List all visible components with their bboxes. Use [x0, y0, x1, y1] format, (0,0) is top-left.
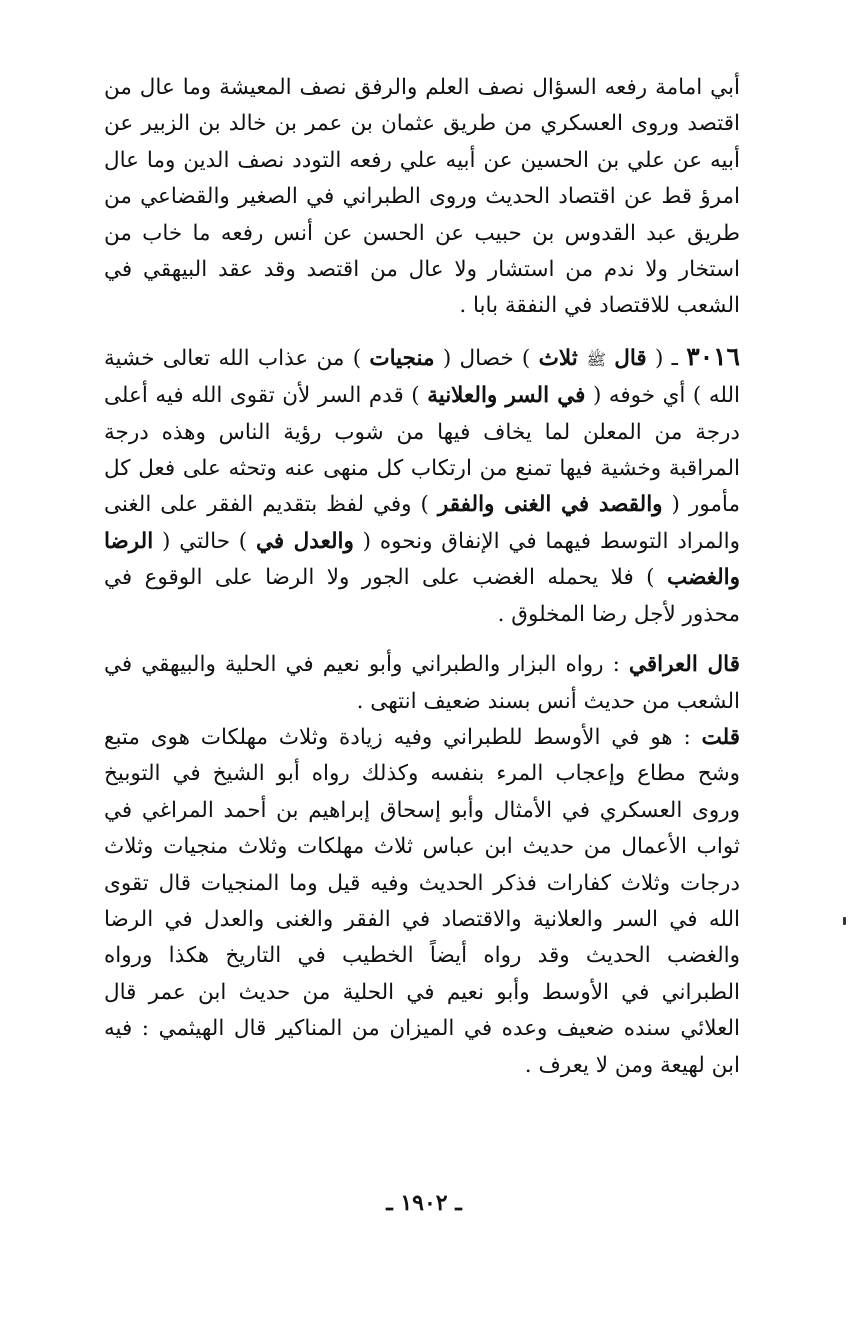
qultu-text: : هو في الأوسط للطبراني وفيه زيادة وثلاث مهلكات هوى متبع وشح مطاع وإعجاب المرء بنفسه وكذلك رواه أبو الشيخ في التوبيخ وروى العسكري في الأمثال وأبو إسحاق إبراهيم بن أحمد المراغي في ثواب الأعمال من حديث ابن عباس ثلاث مهلكات وثلاث منجيات وثلاث درجات وثلاث كفارات فذكر الحديث وفيه قيل وما المنجيات قال تقوى الله في السر والعلانية والاقتصاد في الفقر والغنى والعدل في الرضا والغضب الحديث وقد رواه أيضاً الخطيب في التاريخ هكذا ورواه الطبراني في الأوسط وأبو نعيم في الحلية من حديث ابن عمر قال العلائي سنده ضعيف وعده في الميزان من المناكير قال الهيثمي : فيه ابن لهيعة ومن لا يعرف . — [104, 724, 740, 1078]
salutation-glyph: ﷺ — [586, 349, 606, 369]
qultu-paragraph — [104, 720, 740, 1084]
entry-dash: ـ ( — [646, 345, 687, 371]
intro-line: القدوس بن حبيب عن الحسن عن أنس رفعه ما خاب من استخار ولا ندم — [104, 220, 740, 283]
intro-line: النفقة بابا . — [459, 293, 558, 319]
intro-line: اقتصاد الحديث وروى الطبراني في الصغير والقضاعي من طريق عبد — [104, 184, 740, 246]
entry-text-4: ) وفي لفظ بتقديم الفقر على الغنى والمراد التوسط فيهما في الإنفاق ونحوه ( — [104, 492, 740, 554]
entry-adl: والعدل في — [256, 528, 354, 554]
iraqi-text: : رواه البزار والطبراني وأبو نعيم في الحلية والبيهقي في الشعب من حديث أنس بسند ضعيف انتهى . — [104, 652, 740, 714]
entry-munjiyat: منجيات — [369, 345, 435, 371]
entry-text-1: ) خصال ( — [434, 345, 539, 371]
iraqi-paragraph — [104, 647, 740, 720]
intro-line: علي بن الحسين عن أبيه علي رفعه التودد نصف الدين وما عال امرؤ قط عن — [104, 147, 740, 210]
entry-qasd: والقصد في الغنى والفقر — [437, 492, 663, 518]
intro-line: من استشار ولا عال من اقتصد وقد عقد البيهقي في الشعب للاقتصاد في — [104, 257, 740, 319]
entry-number: ٣٠١٦ — [686, 341, 740, 371]
margin-mark — [843, 917, 846, 925]
entry-text-5: ) حالتي ( — [153, 528, 257, 554]
intro-line: أبي امامة رفعه السؤال نصف العلم والرفق نصف المعيشة وما عال من اقتصد — [104, 75, 741, 137]
page-body — [104, 70, 740, 1084]
entry-qal: قال — [614, 345, 647, 371]
entry-text-6: ) فلا يحمله الغضب على الجور ولا الرضا على الوقوع في محذور لأجل رضا المخلوق . — [104, 565, 740, 627]
entry-thalath: ثلاث — [538, 345, 587, 371]
entry-rida: الرضا والغضب — [104, 528, 740, 591]
qultu-label: قلت — [701, 724, 740, 750]
intro-line: وروى العسكري من طريق عثمان بن عمر بن خالد بن الزبير عن أبيه عن — [104, 111, 740, 173]
entry-fi-sir: في السر والعلانية — [427, 383, 586, 409]
page-number: ـ ١٩٠٢ ـ — [386, 1190, 462, 1216]
intro-paragraph — [104, 70, 740, 325]
hadith-entry-3016 — [104, 339, 740, 633]
entry-text-2: ) من عذاب الله تعالى خشية الله ) أي خوفه ( — [104, 345, 740, 409]
entry-text-3: ) قدم السر لأن تقوى الله فيه أعلى درجة من المعلن لما يخاف فيها من شوب رؤية الناس وهذه درجة المراقبة وخشية فيها تمنع من ارتكاب كل منهى عنه وتحثه على فعل كل مأمور ( — [104, 383, 740, 518]
iraqi-label: قال العراقي — [628, 652, 740, 678]
